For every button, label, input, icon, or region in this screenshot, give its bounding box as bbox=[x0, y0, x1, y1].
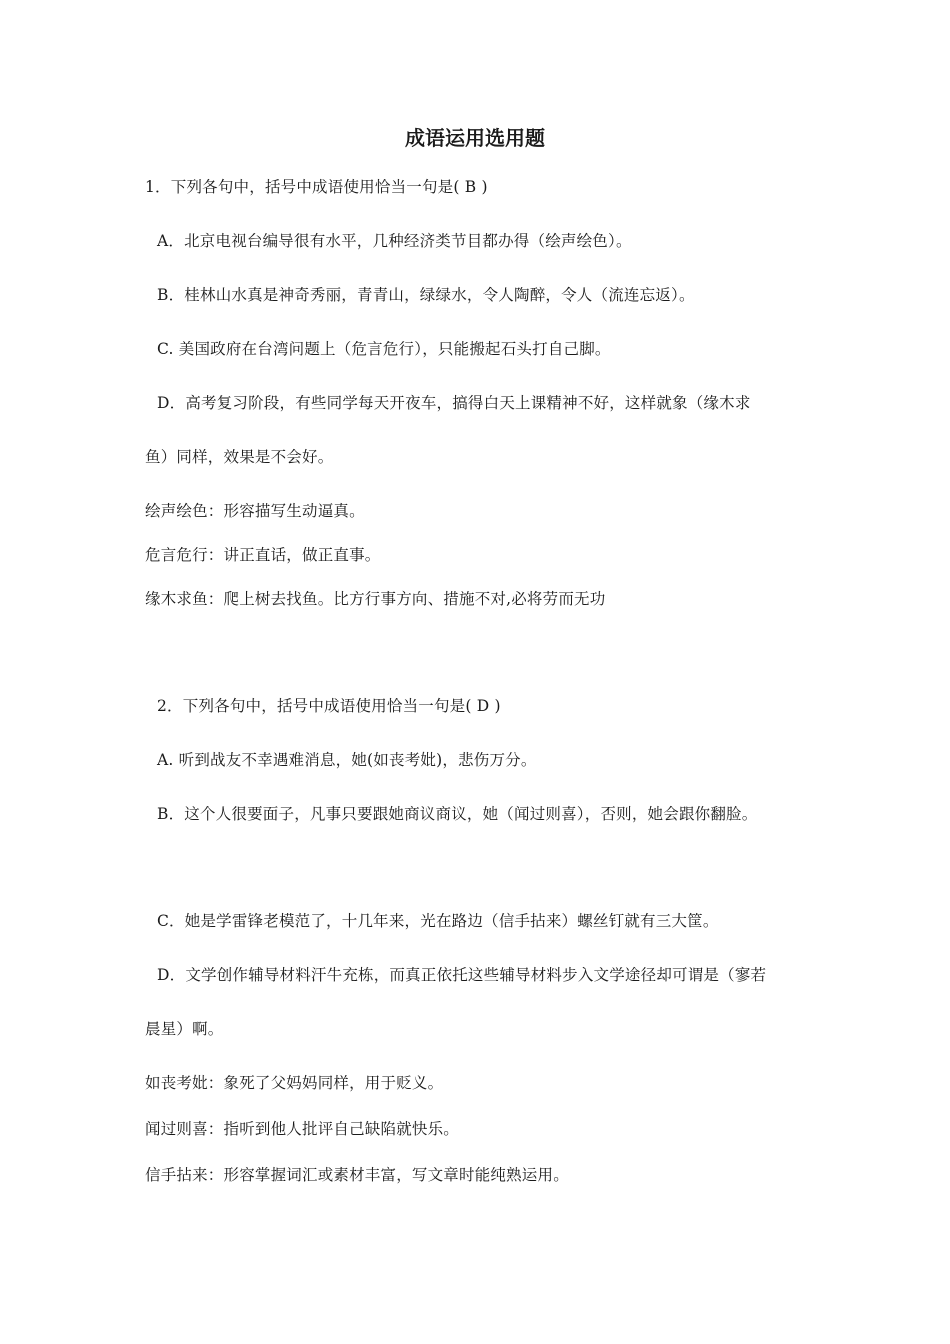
q2-option-c: C．她是学雷锋老模范了，十几年来，光在路边（信手拈来）螺丝钉就有三大筐。 bbox=[157, 912, 719, 930]
q2-note-2: 闻过则喜：指听到他人批评自己缺陷就快乐。 bbox=[145, 1120, 460, 1138]
q1-note-2: 危言危行：讲正直话，做正直事。 bbox=[145, 546, 381, 564]
q1-option-c: C. 美国政府在台湾问题上（危言危行），只能搬起石头打自己脚。 bbox=[157, 340, 611, 358]
q1-option-b: B．桂林山水真是神奇秀丽，青青山，绿绿水，令人陶醉，令人（流连忘返）。 bbox=[157, 286, 695, 304]
q1-stem: 1．下列各句中，括号中成语使用恰当一句是( B ) bbox=[145, 178, 488, 196]
q2-note-3: 信手拈来：形容掌握词汇或素材丰富，写文章时能纯熟运用。 bbox=[145, 1166, 569, 1184]
q2-note-1: 如丧考妣：象死了父妈妈同样，用于贬义。 bbox=[145, 1074, 444, 1092]
q1-option-d-line1: D．高考复习阶段，有些同学每天开夜车，搞得白天上课精神不好，这样就象（缘木求 bbox=[157, 394, 751, 412]
q1-option-d-line2: 鱼）同样，效果是不会好。 bbox=[145, 448, 334, 466]
q2-stem: 2．下列各句中，括号中成语使用恰当一句是( D ) bbox=[157, 697, 501, 715]
q1-option-a: A．北京电视台编导很有水平，几种经济类节目都办得（绘声绘色）。 bbox=[157, 232, 632, 250]
q1-note-1: 绘声绘色：形容描写生动逼真。 bbox=[145, 502, 365, 520]
q2-option-b: B．这个人很要面子，凡事只要跟她商议商议，她（闻过则喜），否则，她会跟你翻脸。 bbox=[157, 805, 758, 823]
q1-note-3: 缘木求鱼：爬上树去找鱼。比方行事方向、措施不对,必将劳而无功 bbox=[145, 590, 606, 608]
q2-option-a: A. 听到战友不幸遇难消息，她(如丧考妣)，悲伤万分。 bbox=[157, 751, 537, 769]
q2-option-d-line1: D．文学创作辅导材料汗牛充栋，而真正依托这些辅导材料步入文学途径却可谓是（寥若 bbox=[157, 966, 767, 984]
page-title: 成语运用选用题 bbox=[405, 126, 545, 150]
q2-option-d-line2: 晨星）啊。 bbox=[145, 1020, 224, 1038]
